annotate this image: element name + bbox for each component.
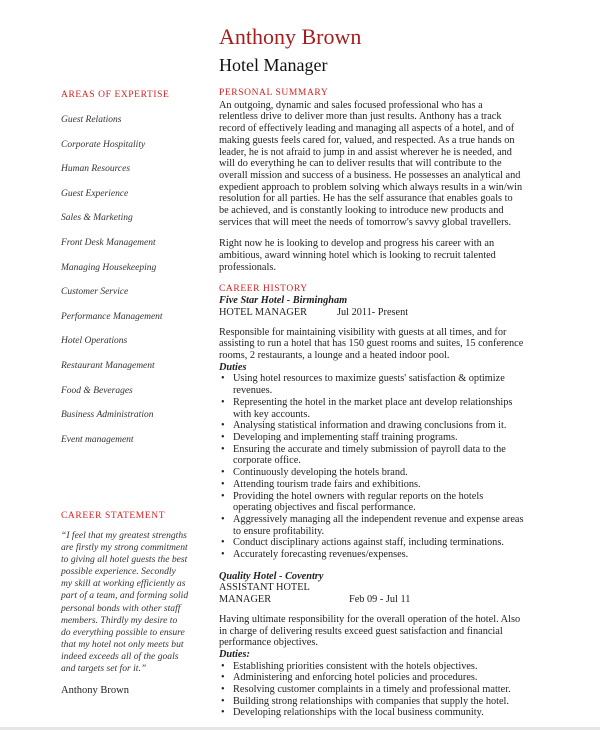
expertise-item: Customer Service [61, 287, 129, 298]
duty-item: • Conduct disciplinary actions against staff, including terminations. [233, 537, 524, 549]
expertise-item: Front Desk Management [61, 238, 156, 248]
duty-item: • Providing the hotel owners with regular reports on the hotels operating objectives and fiscal performance. [233, 491, 524, 514]
duty-item: • Administering and enforcing hotel policies and procedures. [233, 672, 524, 684]
signature: Anthony Brown [61, 685, 129, 697]
job-dates: Feb 09 - Jul 11 [349, 594, 411, 606]
duty-item: • Using hotel resources to maximize guests' satisfaction & optimize revenues. [233, 373, 524, 396]
expertise-item: Guest Relations [61, 115, 122, 125]
duty-item: • Resolving customer complaints in a timely and professional matter. [233, 684, 524, 696]
duties-list [219, 661, 524, 720]
duty-item: • Building strong relationships with companies that supply the hotel. [233, 696, 524, 708]
job-description: Having ultimate responsibility for the overall operation of the hotel. Also in charge of delivering results exceed guest satisfaction and financial performance objectives. [219, 613, 521, 649]
duties-list [219, 373, 524, 560]
duty-item: • Aggressively managing all the independent revenue and expense areas to ensure profitability. [233, 514, 524, 537]
summary-paragraph: An outgoing, dynamic and sales focused professional who has a relentless drive to deliver more than just results. Anthony has a track record of effectively leading and managing all aspects of a hotel, and of making guests feels cared for, valued, and respected. As a true hands on leader, he is not afraid to jump in and assist wherever he is needed, and will do everything he can to deliver results that will contribute to the overall mission and success of a business. He possesses an analytical and expedient approach to problem solving which always results in a win/win resolution for all parties. He has the self assurance that enables goals to be achieved, and is constantly looking to introduce new products and services that will meet the needs of tomorrow's savvy global travellers. [219, 99, 523, 228]
personal-summary-heading: PERSONAL SUMMARY [219, 88, 329, 98]
job-title: Hotel Manager [219, 55, 328, 75]
expertise-item: Event management [61, 434, 134, 445]
expertise-item: Food & Beverages [61, 385, 133, 396]
summary-paragraph: Right now he is looking to develop and progress his career with an ambitious, award winning hotel which is looking to recruit talented professionals. [219, 238, 496, 273]
duty-item: • Representing the hotel in the market place ant develop relationships with key accounts. [233, 397, 524, 420]
main-content [219, 88, 524, 719]
expertise-item: Restaurant Management [61, 361, 155, 371]
role-title: HOTEL MANAGER [219, 306, 307, 318]
duty-item: • Developing and implementing staff training programs. [233, 432, 524, 444]
expertise-item: Performance Management [61, 311, 163, 322]
duties-label: Duties [219, 361, 247, 373]
career-statement-text: “I feel that my greatest strengths are firstly my strong commitment to giving all hotel guests the best possible experience. Secondly my skill at working efficiently as part of a team, and forming solid personal bonds with other staff members. Thirdly my desire to do everything possible to ensure that my hotel not only meets but indeed exceeds all of the goals and targets set for it.” [61, 530, 189, 675]
duty-item: • Establishing priorities consistent with the hotels objectives. [233, 661, 524, 673]
duty-item: • Attending tourism trade fairs and exhibitions. [233, 479, 524, 491]
company-name: Five Star Hotel - Birmingham [219, 295, 348, 307]
job-entry [219, 295, 524, 560]
career-statement-heading: CAREER STATEMENT [61, 511, 166, 521]
duty-item: • Continuously developing the hotels brand. [233, 467, 524, 479]
job-description: Responsible for maintaining visibility with guests at all times, and for assisting to run a hotel that has 150 guest rooms and suites, 15 conference rooms, 2 restaurants, a lounge and a heated indoor pool. [219, 326, 524, 362]
duty-item: • Analysing statistical information and drawing conclusions from it. [233, 420, 524, 432]
expertise-item: Guest Experience [61, 188, 129, 199]
duty-item: • Developing relationships with the local business community. [233, 707, 524, 719]
duty-item: • Ensuring the accurate and timely submission of payroll data to the corporate office. [233, 444, 524, 467]
expertise-item: Sales & Marketing [61, 213, 133, 224]
career-statement-section [61, 511, 189, 696]
expertise-item: Hotel Operations [61, 336, 128, 347]
role-title: ASSISTANT HOTEL MANAGER [219, 582, 310, 606]
expertise-item: Corporate Hospitality [61, 139, 146, 150]
expertise-item: Business Administration [61, 410, 154, 421]
expertise-heading: AREAS OF EXPERTISE [61, 90, 170, 100]
job-entry [219, 571, 524, 719]
company-name: Quality Hotel - Coventry [219, 570, 324, 582]
expertise-item: Managing Housekeeping [61, 262, 157, 273]
job-dates: Jul 2011- Present [337, 306, 409, 318]
duty-item: • Accurately forecasting revenues/expenses. [233, 549, 524, 561]
candidate-name: Anthony Brown [219, 24, 362, 49]
career-history-heading: CAREER HISTORY [219, 283, 308, 294]
expertise-item: Human Resources [61, 164, 131, 175]
duties-label: Duties: [219, 648, 250, 660]
